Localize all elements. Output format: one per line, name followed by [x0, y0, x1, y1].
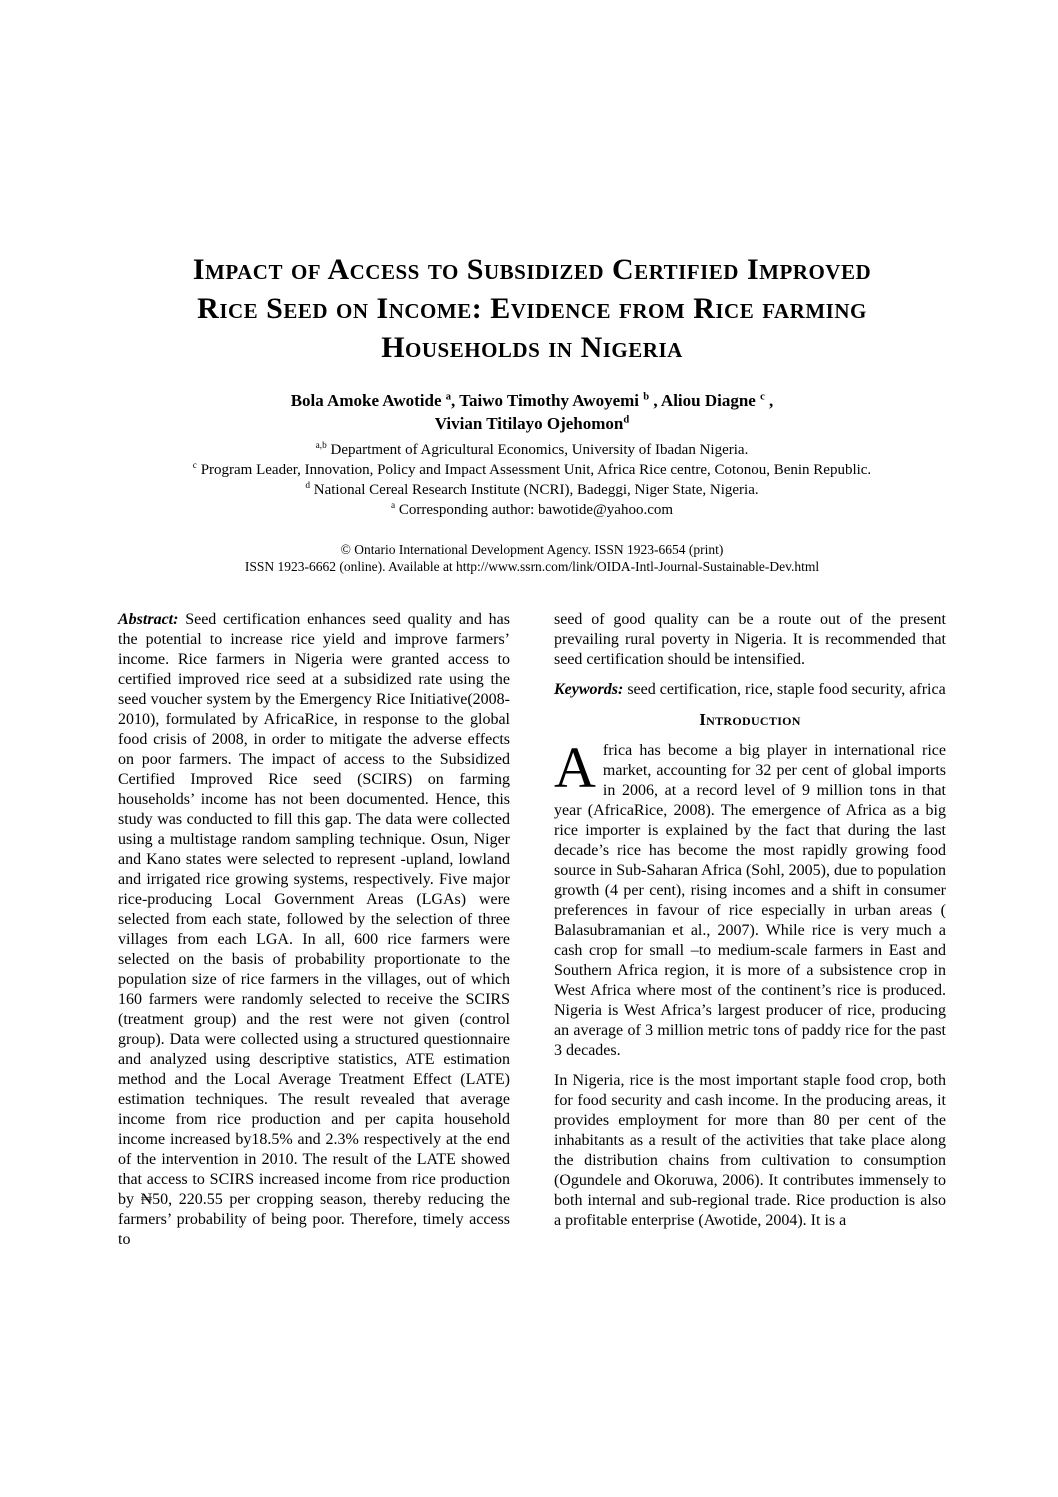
author-superscript: a: [445, 391, 452, 403]
paper-title: [118, 250, 946, 367]
abstract-continuation-paragraph: seed of good quality can be a route out of the present prevailing rural poverty in Nigeria. It is recommended that seed certification should be intensified.: [554, 611, 946, 668]
affiliation-superscript: a: [390, 501, 396, 511]
affiliation-line-corresponding-author: [118, 500, 946, 520]
author-superscript: d: [623, 414, 630, 426]
affiliation-superscript: c: [192, 461, 197, 471]
introduction-paragraph-1: [554, 735, 946, 1061]
front-matter: [118, 250, 946, 575]
author-superscript: c: [760, 391, 765, 403]
keywords-text: seed certification, rice, staple food security, africa: [627, 681, 946, 698]
two-column-body: [118, 610, 946, 1260]
issn-url-line: ISSN 1923-6662 (online). Available at http://www.ssrn.com/link/OIDA-Intl-Journal-Sustainable-Dev.html: [244, 559, 820, 574]
keywords-paragraph: [554, 680, 946, 700]
authors-line-1: [118, 389, 946, 412]
author-name: , Taiwo Timothy Awoyemi: [451, 391, 644, 410]
affiliation-text: National Cereal Research Institute (NCRI), Badeggi, Niger State, Nigeria.: [310, 482, 759, 498]
publisher-block: [118, 541, 946, 575]
affiliation-text: Program Leader, Innovation, Policy and Impact Assessment Unit, Africa Rice centre, Cotonou, Benin Republic.: [196, 462, 872, 478]
affiliations-block: [118, 440, 946, 520]
title-line-1: Impact of Access to Subsidized Certified Improved: [192, 253, 872, 286]
left-column: [118, 610, 510, 1260]
affiliation-line: [118, 460, 946, 480]
right-column: [554, 610, 946, 1260]
introduction-paragraph-2: In Nigeria, rice is the most important staple food crop, both for food security and cash income. In the producing areas, it provides employment for more than 80 per cent of the inhabitants as a result of the activities that take place along the distribution chains from cultivation to consumption (Ogundele and Okoruwa, 2006). It contributes immensely to both internal and sub-regional trade. Rice production is also a profitable enterprise (Awotide, 2004). It is a: [554, 1072, 946, 1229]
introduction-paragraph-1-text: frica has become a big player in international rice market, accounting for 32 per cent of global imports in 2006, at a record level of 9 million tons in that year (AfricaRice, 2008). The emergence of Africa as a big rice importer is explained by the fact that during the last decade’s rice has become the most rapidly growing food source in Sub-Saharan Africa (Sohl, 2005), due to population growth (4 per cent), rising incomes and a shift in consumer preferences in favour of rice especially in urban areas ( Balasubramanian et al., 2007). While rice is very much a cash crop for small –to medium-scale farmers in East and Southern Africa region, it is more of a subsistence crop in West Africa where most of the continent’s rice is produced. Nigeria is West Africa’s largest producer of rice, producing an average of 3 million metric tons of paddy rice for the past 3 decades.: [554, 742, 946, 1059]
affiliation-superscript: d: [305, 481, 311, 491]
authors-line-2: [118, 412, 946, 435]
abstract-paragraph: [118, 610, 510, 1250]
author-name: Bola Amoke Awotide: [290, 391, 446, 410]
abstract-text: Seed certification enhances seed quality and has the potential to increase rice yield and improve farmers’ income. Rice farmers in Nigeria were granted access to certified improved rice seed at a subsidized rate using the seed voucher system by the Emergency Rice Initiative(2008-2010), formulated by AfricaRice, in response to the global food crisis of 2008, in order to mitigate the adverse effects on poor farmers. The impact of access to the Subsidized Certified Improved Rice seed (SCIRS) on farming households’ income has not been documented. Hence, this study was conducted to fill this gap. The data were collected using a multistage random sampling technique. Osun, Niger and Kano states were selected to represent -upland, lowland and irrigated rice growing systems, respectively. Five major rice-producing Local Government Areas (LGAs) were selected from each state, followed by the selection of three villages from each LGA. In all, 600 rice farmers were selected on the basis of probability proportionate to the population size of rice farmers in the villages, out of which 160 farmers were randomly selected to receive the SCIRS (treatment group) and the rest were not given (control group). Data were collected using a structured questionnaire and analyzed using descriptive statistics, ATE estimation method and the Local Average Treatment Effect (LATE) estimation techniques. The result revealed that average income from rice production and per capita household income increased by18.5% and 2.3% respectively at the end of the intervention in 2010. The result of the LATE showed that access to SCIRS increased income from rice production by ₦50, 220.55 per cropping season, thereby reducing the farmers’ probability of being poor. Therefore, timely access to: [118, 611, 510, 1248]
abstract-label: Abstract:: [118, 611, 179, 628]
dropcap-letter: A: [554, 735, 596, 800]
author-name: , Aliou Diagne: [649, 391, 761, 410]
keywords-label: Keywords:: [554, 681, 624, 698]
copyright-issn-line: © Ontario International Development Agency. ISSN 1923-6654 (print): [340, 542, 724, 557]
author-name: Vivian Titilayo Ojehomon: [434, 414, 624, 433]
affiliation-superscript: a,b: [315, 441, 327, 451]
title-line-2: Rice Seed on Income: Evidence from Rice farming: [197, 292, 867, 325]
title-line-3: Households in Nigeria: [381, 331, 683, 364]
affiliation-line: [118, 480, 946, 500]
author-superscript: b: [643, 391, 650, 403]
introduction-heading: Introduction: [699, 710, 801, 729]
affiliation-line: [118, 440, 946, 460]
authors-block: [118, 389, 946, 435]
author-name: ,: [764, 391, 774, 410]
corresponding-author-email: Corresponding author: bawotide@yahoo.com: [395, 502, 674, 518]
affiliation-text: Department of Agricultural Economics, University of Ibadan Nigeria.: [326, 442, 749, 458]
